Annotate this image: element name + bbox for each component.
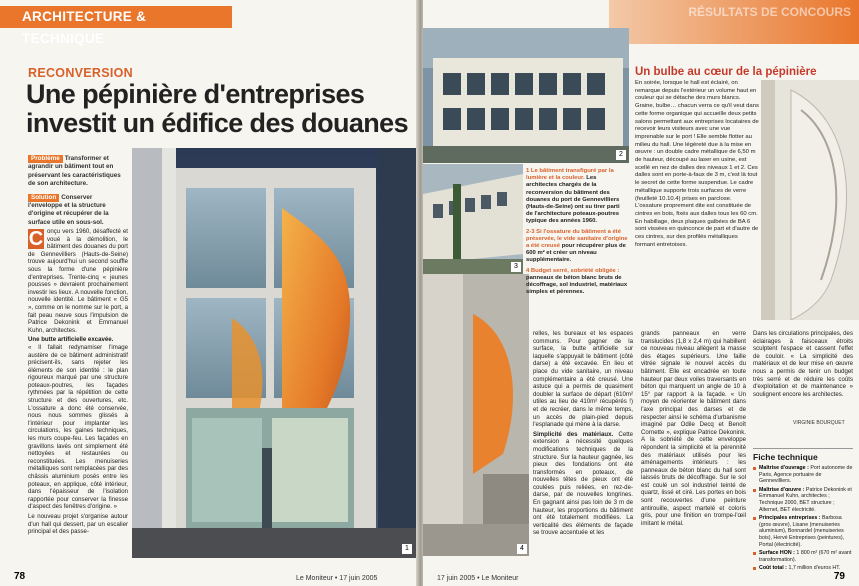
fiche-value: Patrice Dekonink et Emmanuel Kuhn, architectes ; Technique 2000, BET structure ; Alternet, BET électricité. <box>759 486 852 513</box>
page-number-left: 78 <box>14 571 26 582</box>
building-facade-illustration <box>132 148 416 558</box>
left-body-column <box>28 228 128 538</box>
problem-row <box>28 155 126 189</box>
right-banner: RÉSULTATS DE CONCOURS <box>609 0 859 44</box>
fiche-item <box>753 550 853 563</box>
caption-2-highlight: 2-3 Si l'ossature du bâtiment a été préservée, le vide sanitaire d'origine a été creusé <box>526 228 628 250</box>
subhead-materiaux: Simplicité des matériaux. <box>533 430 614 438</box>
fiche-label: Maîtrise d'ouvrage : <box>759 465 809 471</box>
body-column-1 <box>533 330 633 537</box>
closing-paragraph: Le nouveau projet s'organise autour d'un hall qui dessert, par un escalier principal et des passe- <box>28 512 128 536</box>
photo-number-1: 1 <box>402 544 412 554</box>
sidebar-title: Un bulbe au cœur de la pépinière <box>635 66 817 78</box>
headline-line-2: investit un édifice des douanes <box>26 108 408 138</box>
photo-3 <box>423 164 523 274</box>
fiche-value: Barbosa (gros œuvre), Lisane (menuiseries aluminium), Bonnardel (menuiseries bois), Hervé Entreprises (peintures), Portal (électricité). <box>759 515 845 548</box>
footer-right: 17 juin 2005 • Le Moniteur <box>437 575 519 582</box>
caption-2 <box>526 229 628 265</box>
section-paragraph <box>28 336 128 511</box>
photo-4 <box>423 274 529 556</box>
col1-section <box>533 431 633 537</box>
intro-paragraph <box>28 228 128 334</box>
fiche-label: Maîtrise d'œuvre : <box>759 486 805 493</box>
problem-tag: Problème <box>28 155 63 163</box>
intro-text: onçu vers 1960, désaffecté et voué à la démolition, le bâtiment des douanes du port de Gennevilliers (Hauts-de-Seine) trouve aujourd'hui un second souffle sous la forme d'une pépinière d'entreprises. Trente-cinq « jeunes pousses » devraient prochainement investir les lieux. A nouvelle fonction, nouvelle identité. Le bâtiment « G5 », comme on le nomme sur le port, a fait peau neuve sous l'impulsion de Patrice Dekonink et Emmanuel Kuhn, architectes. <box>28 228 128 334</box>
body-column-2: grands panneaux en verre translucides (1,8 x 2,4 m) qui habillent ce nouveau niveau allègent la masse des étages supérieurs. Une faille vitrée signale le nouvel accès du bâtiment. Elle est encadrée en toute hauteur par deux voiles traversants en béton qui marquent un angle de 10 à 15° par rapport à la façade. « Un moyen de réorienter le bâtiment dans l'axe principal des darses et de respecter ainsi le schéma d'urbanisme imaginé par Odile Decq et Benoît Cornette », explique Patrice Dekonink. A la sobriété de cette enveloppe répondent la simplicité et la pérennité des matériaux utilisés pour les aménagements intérieurs : les panneaux de béton blanc du hall sont laissés bruts de décoffrage. Sur le sol est coulé un sol industriel teinté de quartz, lissé et ciré. Les portes en bois sont recouvertes d'une peinture antirouille, aspect martelé et coloris gris, pour une finition en trompe-l'œil imitant le métal. <box>641 330 746 527</box>
headline-line-1: Une pépinière d'entreprises <box>26 79 365 109</box>
photo-number-4: 4 <box>517 544 527 554</box>
fiche-technique <box>753 448 853 574</box>
article-headline <box>26 80 411 138</box>
caption-1 <box>526 168 628 226</box>
bulb-photo <box>761 80 859 320</box>
caption-1-highlight: 1 Le bâtiment transfiguré par la lumière et la couleur. <box>526 168 614 182</box>
solution-row <box>28 194 126 228</box>
body-column-3: Dans les circulations principales, des éclairages à faisceaux étroits sculptent l'espace et cassent l'effet de couloir. « La simplicité des matériaux et de leur mise en œuvre nous a permis de tenir un budget très serré et de réduire les coûts d'exploitation et de maintenance » soulignent encore les architectes. <box>753 330 853 398</box>
fiche-value: 1 800 m² (670 m² avant transformation). <box>759 550 852 563</box>
dropcap: C <box>28 228 44 250</box>
butte-text: « Il fallait redynamiser l'image austère de ce bâtiment administratif précisent-ils, sans rejeter les éléments de son identité : le plan rigoureux marqué par une structure poteaux-poutres, les façades rythmées par la répétition de cette structure et des ouvertures, etc. L'ossature a donc été conservée, nous nous sommes glissés à l'intérieur pour implanter les circulations, les gaines techniques, les murs coupe-feu. Les façades en gravillons lavés ont simplement été nettoyées et restaurées ou reconstituées. Les menuiseries métalliques sont remplacées par des châssis aluminium posés entre les poteaux, en applique, côté intérieur, dans l'épaisseur de l'isolation rapportée pour conserver la finesse d'aspect des fenêtres d'origine. » <box>28 343 128 511</box>
bulb-sculpture-illustration <box>761 80 859 320</box>
article-kicker: RECONVERSION <box>28 66 134 80</box>
fiche-value: 1,7 million d'euros HT. <box>788 565 841 572</box>
fiche-item <box>753 465 853 485</box>
fiche-label: Coût total : <box>759 565 787 572</box>
main-photo <box>132 148 416 558</box>
author-signature: VIRGINIE BOURQUET <box>793 420 845 426</box>
subhead-butte: Une butte artificielle excavée. <box>28 336 114 344</box>
fiche-label: Surface HON : <box>759 550 795 557</box>
page-number-right: 79 <box>833 571 845 582</box>
caption-1-text: Les architectes chargés de la reconversion du bâtiment des douanes du port de Gennevilliers (Hauts-de-Seine) ont su tirer parti de l'architecture poteaux-poutres typique des années 1960. <box>526 175 620 225</box>
section-banner: ARCHITECTURE & TECHNIQUE <box>0 6 232 28</box>
interior-concrete-illustration <box>423 274 529 556</box>
footer-left: Le Moniteur • 17 juin 2005 <box>296 575 378 582</box>
problem-solution-box <box>28 155 126 232</box>
fiche-item <box>753 487 853 513</box>
photo-number-2: 2 <box>616 150 626 160</box>
solution-tag: Solution <box>28 194 59 202</box>
sidebar-text: En soirée, lorsque le hall est éclairé, on remarque depuis l'extérieur un volume haut en couleur qui se détache des murs blancs. Graine, bulbe… chacun verra ce qu'il veut dans cette forme organique qui accueille deux petits salons permettant aux entreprises locataires de recevoir leurs visiteurs avec une vue imprenable sur le port ! Elle semble flotter au milieu du hall. Une légèreté due à la mise en œuvre : un double cadre métallique de 6,50 m de hauteur, découpé au laser en usine, est scellé en nez de dalles des niveaux 1 et 2. Ces dalles sont en porte-à-faux de 3 m, c'est là tout le secret de cette forme suspendue. Le cadre métallique supporte trois surfaces de verre (feuilleté 10.10.4) prises en parclose. L'ossature proprement dite est constituée de cintres en bois, fixés aux dalles tous les 60 cm. En habillage, deux plaques galbées de BA 6 sont vissées en quinconce de part et d'autre de ces cintres, sur des profilés métalliques formant entretoises. <box>635 80 759 248</box>
building-angle-illustration <box>423 164 523 274</box>
fiche-item <box>753 515 853 548</box>
photo-number-3: 3 <box>511 262 521 272</box>
caption-3 <box>526 268 628 297</box>
problem-text: Transformer et agrandir un bâtiment tout en préservant les caractéristiques de son architecture. <box>28 155 121 188</box>
office-building-illustration <box>423 28 629 163</box>
fiche-label: Principales entreprises : <box>759 515 821 522</box>
right-page <box>423 0 859 586</box>
fiche-value: Port autonome de Paris, Agence portuaire de Gennevilliers. <box>759 465 853 485</box>
col1b-text: Cette extension a nécessité quelques modifications techniques de la structure. Sur la hauteur gagnée, les pieux des fondations ont été transformés en poteaux, de nouvelles têtes de pieux ont été coulées puis reliées, en rez-de-darse, par de nouvelles longrines. En gagnant ainsi pas loin de 3 m de hauteur, les proportions du bâtiment ont été totalement modifiées. La verticalité des éléments de façade se trouve accentuée et les <box>533 430 633 537</box>
left-page <box>0 0 418 586</box>
fiche-title: Fiche technique <box>753 452 818 462</box>
col1-text: relles, les bureaux et les espaces communs. Pour gagner de la surface, la butte artificielle sur laquelle s'appuyait le bâtiment (côté darse) a été excavée. En lieu et place du vide sanitaire, un niveau complémentaire a été creusé. Une astuce qui a permis de quasiment doubler la surface de départ (610m² utiles au lieu de 410m² récupérés !) et de recréer, dans le même temps, un accès de plain-pied depuis l'esplanade qui mène à la darse. <box>533 330 633 429</box>
caption-3-highlight: 4 Budget serré, sobriété obligée : <box>526 267 620 274</box>
caption-3-text: panneaux de béton blanc bruts de décoffrage, sol industriel, matériaux simples et pérennes. <box>526 274 628 296</box>
photo-captions <box>526 168 628 299</box>
photo-2 <box>423 28 629 163</box>
solution-text: Conserver l'enveloppe et la structure d'origine et récupérer de la surface utile en sous-sol. <box>28 193 109 226</box>
caption-2-text: pour récupérer plus de 600 m² et créer un niveau supplémentaire. <box>526 243 626 264</box>
